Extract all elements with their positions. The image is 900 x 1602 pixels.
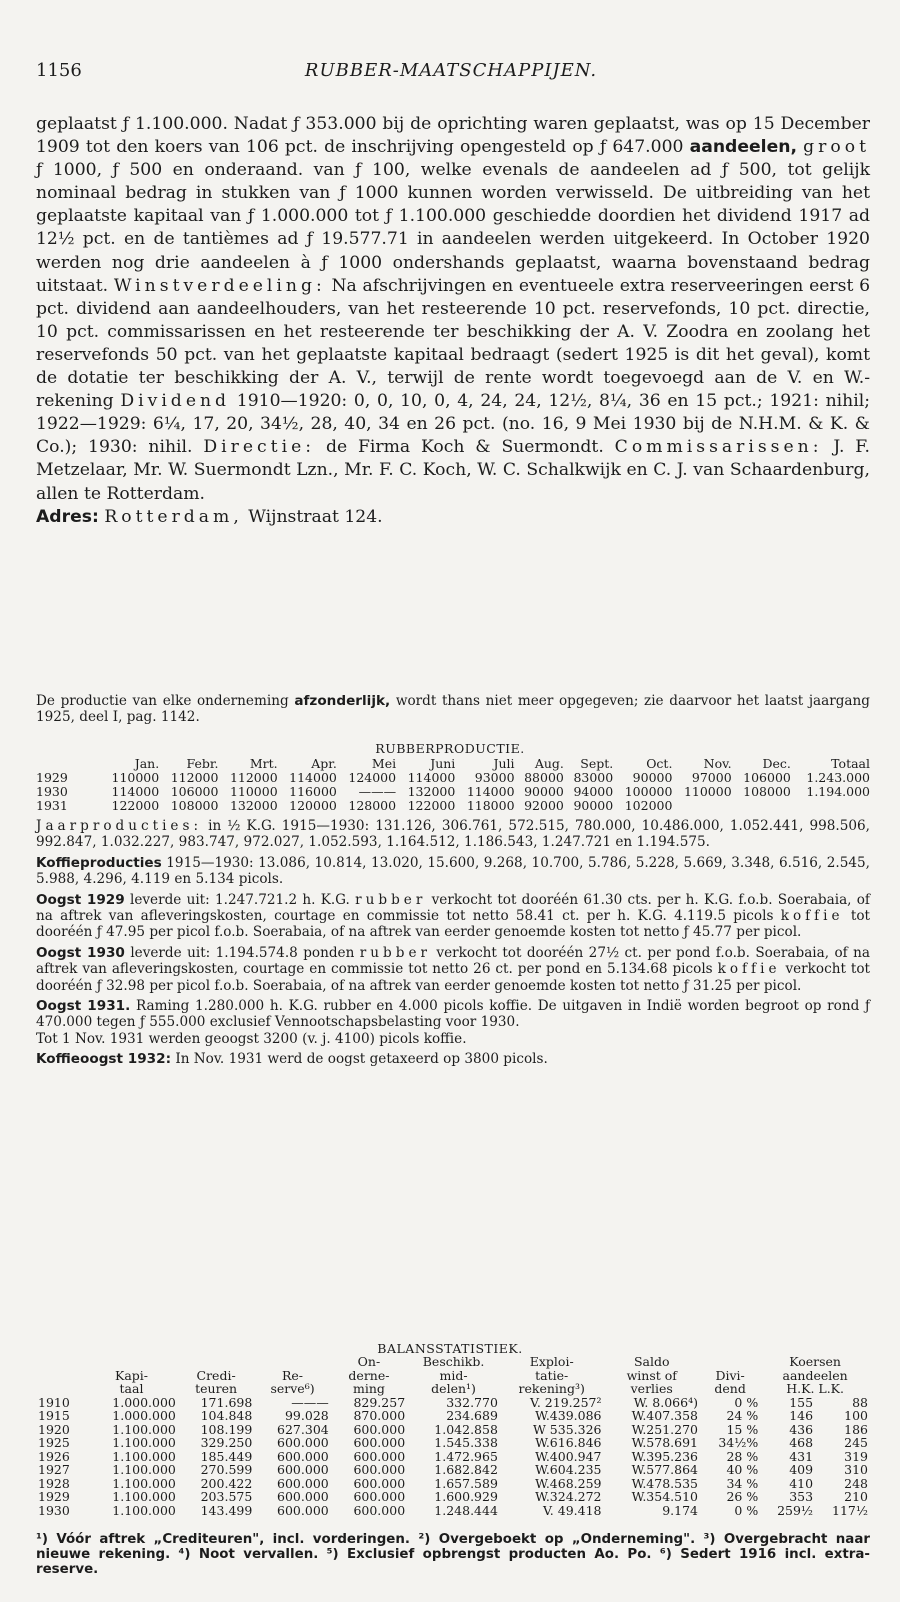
- table-cell: 102000: [624, 798, 673, 813]
- table-cell: 1910: [38, 1394, 70, 1410]
- rubberproductie-title: RUBBERPRODUCTIE.: [375, 741, 525, 756]
- text-segment: leverde uit: 1.247.721.2 h. K.G.: [129, 891, 350, 908]
- text-segment: verkocht tot dooréén 27½ ct. per pond f.o.b. Soerabaia, of na aftrek van afleveringskosten, courtage en commissie tot netto 26 ct. per pond en 5.134.68 picols: [36, 944, 870, 978]
- table-cell: 155: [789, 1394, 814, 1410]
- table-cell: 90000: [524, 784, 564, 799]
- production-paragraphs: [36, 818, 870, 1072]
- table-header-cell: [36, 1355, 85, 1369]
- table-cell: 1929: [36, 770, 68, 785]
- table-cell: Febr.: [186, 756, 219, 771]
- table-cell: 1.600.929: [434, 1489, 498, 1504]
- table-cell: Juni: [430, 756, 456, 771]
- table-cell: W.468.259: [535, 1475, 602, 1491]
- company-description: [36, 113, 870, 529]
- table-cell: 600.000: [277, 1448, 329, 1464]
- table-cell: V. 49.418: [542, 1502, 602, 1518]
- table-cell: [672, 799, 731, 813]
- rubber-word: rubber: [355, 891, 427, 908]
- text-segment: de Firma Koch & Suermondt.: [325, 437, 604, 458]
- table-cell: 203.575: [200, 1489, 253, 1504]
- table-cell: 409: [789, 1462, 814, 1477]
- koffieoogst-1932-paragraph: [36, 1051, 870, 1067]
- table-cell: 600.000: [277, 1435, 329, 1450]
- table-cell: 108.199: [200, 1421, 253, 1437]
- table-header-cell: winst of: [626, 1367, 677, 1383]
- table-cell: W.395.236: [631, 1448, 698, 1464]
- table-header-cell: Kapi-: [115, 1367, 149, 1383]
- text-segment: verkocht tot dooréén ƒ 32.98 per picol f.o.b. Soerabaia, of na aftrek van eerder genoemde kosten tot netto ƒ 31.25 per picol.: [36, 961, 870, 994]
- table-cell: 122000: [407, 798, 456, 813]
- table-cell: 108000: [743, 784, 791, 799]
- table-header-cell: Divi-: [715, 1367, 745, 1383]
- table-cell: 870.000: [353, 1408, 406, 1423]
- table-cell: [36, 757, 100, 771]
- table-row: [36, 1450, 870, 1464]
- table-header-cell: tatie-: [535, 1367, 569, 1383]
- table-cell: 1.100.000: [112, 1462, 176, 1477]
- text-segment: geplaatst ƒ 1.100.000. Nadat ƒ 353.000 bij de oprichting waren geplaatst, was op 15 December 1909 tot den koers van 106 pct. de inschrijving opengesteld op ƒ 647.000: [36, 114, 870, 158]
- page-number: 1156: [36, 60, 82, 81]
- table-cell: V. 219.257²: [530, 1394, 602, 1410]
- table-cell: 468: [789, 1435, 814, 1450]
- text-segment: 1910—1920: 0, 0, 10, 0, 4, 24, 24, 12½, 8¼, 36 en 15 pct.; 1921: nihil; 1922—1929: 6¼, 17, 20, 34½, 28, 40, 34 en 26 pct. (no. 16, 9 Mei 1930 bij de N.H.M. & K. & Co.); 1930: nihil.: [36, 391, 871, 458]
- table-header-cell: ming: [352, 1381, 385, 1396]
- table-cell: 436: [789, 1421, 814, 1437]
- table-cell: W.577.864: [631, 1462, 698, 1477]
- oogst-1929-paragraph: [36, 892, 870, 941]
- table-cell: Mei: [371, 756, 397, 771]
- table-cell: 120000: [289, 798, 337, 813]
- table-cell: 108000: [170, 798, 219, 813]
- table-cell: 26 %: [726, 1489, 759, 1504]
- table-cell: 124000: [348, 770, 397, 785]
- table-cell: 353: [789, 1489, 814, 1504]
- koffie-word: koffie: [717, 961, 781, 978]
- table-cell: Dec.: [762, 756, 791, 771]
- table-cell: 146: [789, 1408, 814, 1423]
- adres-street: Wijnstraat 124.: [248, 506, 383, 527]
- table-cell: 200.422: [200, 1475, 253, 1491]
- footnotes: ¹) Vóór aftrek „Crediteuren", incl. vorderingen. ²) Overgeboekt op „Onderneming". ³) Overgebracht naar nieuwe rekening. ⁴) Noot vervallen. ⁵) Exclusief opbrengst producten Ao. Po. ⁶) Sedert 1916 incl. extra-reserve.: [36, 1532, 870, 1577]
- table-cell: 118000: [466, 798, 515, 813]
- table-cell: [791, 799, 870, 813]
- table-cell: 1915: [38, 1408, 70, 1423]
- table-cell: 97000: [691, 770, 732, 785]
- table-cell: 92000: [524, 798, 564, 813]
- table-cell: 110000: [683, 784, 732, 799]
- table-cell: 114000: [407, 770, 456, 785]
- table-header-cell: delen¹): [431, 1381, 476, 1396]
- balansstatistiek-title: BALANSSTATISTIEK.: [377, 1341, 523, 1356]
- table-cell: 600.000: [277, 1489, 329, 1504]
- table-header-row: [36, 1355, 870, 1369]
- table-cell: 128000: [348, 798, 397, 813]
- table-cell: 93000: [474, 770, 515, 785]
- oogst-1930-label: Oogst 1930: [36, 944, 125, 961]
- table-cell: 600.000: [353, 1475, 406, 1491]
- address-line: [36, 506, 870, 529]
- table-cell: W.478.535: [631, 1475, 698, 1491]
- table-cell: 1.472.965: [434, 1448, 498, 1464]
- table-cell: 1.100.000: [112, 1489, 176, 1504]
- table-cell: Apr.: [311, 756, 337, 771]
- table-cell: Jan.: [134, 756, 160, 771]
- table-cell: W.604.235: [535, 1462, 602, 1477]
- text-segment: tot dooréén ƒ 47.95 per picol f.o.b. Soerabaia, of na aftrek van eerder genoemde kosten tot netto ƒ 45.77 per picol.: [36, 908, 870, 941]
- table-cell: 1.100.000: [112, 1421, 176, 1437]
- table-cell: 112000: [229, 770, 278, 785]
- table-cell: W.439.086: [535, 1408, 602, 1423]
- table-cell: 1.100.000: [112, 1435, 176, 1450]
- text-segment: Tot 1 Nov. 1931 werden geoogst 3200 (v. j. 4100) picols koffie.: [36, 1030, 467, 1047]
- jaarproducties-label: Jaarproducties:: [36, 818, 203, 834]
- table-cell: 1931: [36, 798, 68, 813]
- table-cell: 24 %: [726, 1408, 759, 1423]
- table-cell: Sept.: [580, 756, 614, 771]
- table-cell: 600.000: [353, 1435, 406, 1450]
- note-text: wordt thans niet meer opgegeven; zie daarvoor het laatst jaargang 1925, deel I, pag. 1142.: [36, 693, 870, 726]
- table-cell: 106000: [170, 784, 219, 799]
- table-cell: 114000: [111, 784, 160, 799]
- table-row: [36, 785, 870, 799]
- table-cell: 600.000: [277, 1502, 329, 1518]
- table-cell: 100000: [624, 784, 673, 799]
- page-header: [36, 60, 866, 88]
- table-cell: W. 8.066⁴): [633, 1394, 698, 1410]
- koffieproducties-paragraph: [36, 855, 870, 888]
- adres-label: Adres:: [36, 506, 99, 527]
- table-row: [36, 1477, 870, 1491]
- table-cell: 1930: [36, 784, 68, 799]
- table-row: [36, 1504, 870, 1518]
- table-cell: 319: [844, 1448, 868, 1464]
- oogst-1931-paragraph: [36, 998, 870, 1047]
- adres-city: Rotterdam,: [104, 506, 243, 527]
- table-cell: 1.248.444: [434, 1502, 498, 1518]
- table-cell: Mrt.: [249, 756, 278, 771]
- table-cell: Aug.: [534, 756, 564, 771]
- table-cell: 329.250: [200, 1435, 253, 1450]
- table-cell: 1.042.858: [434, 1421, 498, 1437]
- table-header-cell: serve⁶): [270, 1381, 315, 1396]
- table-header-cell: Beschikb.: [422, 1354, 485, 1369]
- table-row: [36, 1423, 870, 1437]
- table-cell: 627.304: [277, 1421, 329, 1437]
- table-cell: [732, 799, 791, 813]
- table-row: [36, 1490, 870, 1504]
- note-bold: afzonderlijk,: [294, 693, 391, 709]
- table-header-row: [36, 1369, 870, 1383]
- table-cell: 114000: [289, 770, 337, 785]
- table-cell: 431: [789, 1448, 814, 1464]
- table-cell: 110000: [111, 770, 160, 785]
- table-cell: W.354.510: [631, 1489, 698, 1504]
- table-cell: 1.100.000: [112, 1475, 176, 1491]
- table-header-cell: Koersen: [789, 1354, 841, 1369]
- table-header-cell: mid-: [439, 1367, 468, 1383]
- balansstatistiek-table: [36, 1355, 870, 1517]
- table-cell: 1.194.000: [806, 784, 870, 799]
- rubberproductie-table: [36, 757, 870, 813]
- table-header-cell: Re-: [282, 1367, 304, 1383]
- table-header-cell: [85, 1355, 178, 1369]
- groot-label: groot: [803, 137, 870, 158]
- text-segment: 1915—1930: 13.086, 10.814, 13.020, 15.600, 9.268, 10.700, 5.786, 5.228, 5.669, 3.348, 6.516, 2.545, 5.988, 4.296, 4.119 en 5.134 picols.: [36, 854, 870, 888]
- table-cell: 94000: [573, 784, 614, 799]
- table-cell: 171.698: [200, 1394, 253, 1410]
- table-cell: 116000: [289, 784, 337, 799]
- table-header-cell: On-: [357, 1354, 381, 1369]
- table-cell: 410: [789, 1475, 814, 1491]
- table-header-cell: dend: [714, 1381, 746, 1396]
- table-cell: 112000: [170, 770, 219, 785]
- table-cell: 600.000: [353, 1421, 406, 1437]
- table-cell: 234.689: [446, 1408, 498, 1423]
- table-cell: 88000: [524, 770, 564, 785]
- table-cell: 104.848: [200, 1408, 253, 1423]
- table-cell: 245: [844, 1435, 868, 1450]
- table-cell: 185.449: [200, 1448, 253, 1464]
- table-cell: W 535.326: [532, 1421, 602, 1437]
- table-cell: 1.545.338: [434, 1435, 498, 1450]
- table-cell: 310: [844, 1462, 868, 1477]
- text-segment: In Nov. 1931 werd de oogst getaxeerd op 3800 picols.: [175, 1051, 548, 1068]
- table-cell: 1.000.000: [112, 1408, 176, 1423]
- table-cell: 9.174: [662, 1502, 698, 1518]
- table-cell: 1.000.000: [112, 1394, 176, 1410]
- table-header-cell: [36, 1382, 85, 1396]
- table-cell: 88: [852, 1394, 868, 1410]
- table-cell: 143.499: [200, 1502, 253, 1518]
- table-cell: Oct.: [646, 756, 673, 771]
- koffieoogst-1932-label: Koffieoogst 1932:: [36, 1051, 172, 1068]
- table-cell: 1925: [38, 1435, 70, 1450]
- winstverdeeling-label: Winstverdeeling:: [113, 275, 326, 296]
- table-cell: 829.257: [353, 1394, 406, 1410]
- table-cell: 28 %: [726, 1448, 759, 1464]
- table-cell: Nov.: [703, 756, 732, 771]
- table-cell: W.251.270: [631, 1421, 698, 1437]
- table-header-cell: H.K. L.K.: [786, 1381, 844, 1396]
- production-note: [36, 693, 870, 726]
- koffie-word: koffie: [780, 908, 844, 925]
- text-segment: Raming 1.280.000 h. K.G. rubber en 4.000 picols koffie. De uitgaven in Indië worden begroot op rond ƒ 470.000 tegen ƒ 555.000 exclusief Vennootschapsbelasting voor 1930.: [36, 998, 870, 1031]
- table-row: [36, 1409, 870, 1423]
- table-cell: 600.000: [353, 1462, 406, 1477]
- table-cell: 40 %: [726, 1462, 759, 1477]
- table-cell: 186: [844, 1421, 868, 1437]
- oogst-1931-label: Oogst 1931.: [36, 998, 131, 1015]
- text-segment: verkocht tot dooréén 61.30 cts. per h. K.G. f.o.b. Soerabaia, of na aftrek van afleveringskosten, courtage en commissie tot netto 58.41 ct. per h. K.G. 4.119.5 picols: [36, 891, 870, 925]
- table-cell: 1929: [38, 1489, 70, 1504]
- table-cell: 117½: [832, 1502, 868, 1518]
- table-cell: W.400.947: [535, 1448, 602, 1464]
- table-cell: 1930: [38, 1502, 70, 1518]
- table-cell: 99.028: [284, 1408, 329, 1423]
- table-cell: 0 %: [734, 1502, 759, 1518]
- table-header-cell: taal: [119, 1381, 144, 1396]
- table-cell: 34½%: [718, 1435, 759, 1450]
- table-header-cell: [178, 1355, 254, 1369]
- table-cell: 600.000: [353, 1448, 406, 1464]
- directie-label: Directie:: [203, 437, 316, 458]
- table-header-cell: [700, 1355, 760, 1369]
- table-cell: 106000: [743, 770, 791, 785]
- running-title: RUBBER-MAATSCHAPPIJEN.: [304, 60, 598, 81]
- table-header-cell: Credi-: [196, 1367, 236, 1383]
- aandeelen-label: aandeelen,: [689, 137, 797, 158]
- table-cell: 600.000: [353, 1489, 406, 1504]
- table-header-cell: [254, 1355, 330, 1369]
- table-cell: 600.000: [353, 1502, 406, 1518]
- table-cell: 83000: [573, 770, 614, 785]
- table-cell: W.324.272: [535, 1489, 602, 1504]
- oogst-1930-paragraph: [36, 945, 870, 994]
- text-segment: J. F. Metzelaar, Mr. W. Suermondt Lzn., Mr. F. C. Koch, W. C. Schalkwijk en C. J. van Schaardenburg, allen te Rotterdam.: [36, 437, 871, 504]
- table-cell: 210: [844, 1489, 868, 1504]
- table-cell: 100: [844, 1408, 868, 1423]
- table-cell: ———: [358, 784, 397, 799]
- table-cell: 600.000: [277, 1475, 329, 1491]
- table-row: [36, 1463, 870, 1477]
- table-cell: 90000: [632, 770, 673, 785]
- table-cell: 248: [844, 1475, 868, 1491]
- note-text: De productie van elke onderneming: [36, 693, 289, 709]
- commissarissen-label: Commissarissen:: [614, 437, 823, 458]
- table-header-cell: Saldo: [633, 1354, 670, 1369]
- table-cell: ———: [291, 1394, 329, 1410]
- table-header-cell: aandeelen: [782, 1367, 848, 1383]
- table-cell: W.578.691: [631, 1435, 698, 1450]
- dividend-label: Dividend: [120, 391, 231, 412]
- table-header-cell: teuren: [195, 1381, 238, 1396]
- koffieproducties-label: Koffieproducties: [36, 854, 162, 871]
- table-header-row: [36, 1382, 870, 1396]
- table-cell: 110000: [229, 784, 278, 799]
- table-cell: 1.100.000: [112, 1502, 176, 1518]
- table-header-cell: verlies: [630, 1381, 673, 1396]
- table-cell: 600.000: [277, 1462, 329, 1477]
- table-cell: 1.100.000: [112, 1448, 176, 1464]
- table-cell: Totaal: [831, 756, 870, 771]
- rubber-word: rubber: [359, 944, 431, 961]
- table-cell: 270.599: [200, 1462, 253, 1477]
- table-cell: 259½: [777, 1502, 814, 1518]
- table-cell: 132000: [229, 798, 278, 813]
- text-segment: ƒ 1000, ƒ 500 en onderaand. van ƒ 100, welke evenals de aandeelen ad ƒ 500, tot gelijk nominaal bedrag in stukken van ƒ 1000 kunnen worden verwisseld. De uitbreiding van het geplaatste kapitaal van ƒ 1.000.000 tot ƒ 1.100.000 geschiedde doordien het dividend 1917 ad 12½ pct. en de tantièmes ad ƒ 19.577.71 in aandeelen werden uitgekeerd. In October 1920 werden nog drie aandeelen à ƒ 1000 ondershands geplaatst, waarna bovenstaand bedrag uitstaat.: [36, 160, 870, 296]
- table-row: [36, 1396, 870, 1410]
- table-cell: 122000: [111, 798, 160, 813]
- table-header-cell: [36, 1369, 85, 1383]
- table-row: [36, 771, 870, 785]
- table-header-row: [36, 757, 870, 771]
- table-header-cell: rekening³): [518, 1381, 585, 1396]
- table-row: [36, 799, 870, 813]
- table-cell: 1927: [38, 1462, 70, 1477]
- table-cell: 1.243.000: [806, 770, 870, 785]
- table-cell: 1.682.842: [434, 1462, 498, 1477]
- table-cell: W.616.846: [535, 1435, 602, 1450]
- table-header-cell: derne-: [348, 1367, 390, 1383]
- table-cell: Juli: [493, 756, 515, 771]
- table-cell: 90000: [573, 798, 614, 813]
- table-cell: 114000: [466, 784, 515, 799]
- table-cell: 1926: [38, 1448, 70, 1464]
- text-segment: leverde uit: 1.194.574.8 ponden: [130, 944, 355, 961]
- table-row: [36, 1436, 870, 1450]
- text-segment: Na afschrijvingen en eventueele extra reserveeringen eerst 6 pct. dividend aan aandeelhouders, van het resteerende 10 pct. reservefonds, 10 pct. directie, 10 pct. commissarissen en het resteerende ter beschikking der A. V. Zoodra en zoolang het reservefonds 50 pct. van het geplaatste kapitaal bedraagt (sedert 1925 is dit het geval), komt de dotatie ter beschikking der A. V., terwijl de rente wordt toegevoegd aan de V. en W.-rekening: [36, 275, 871, 412]
- table-cell: 1920: [38, 1421, 70, 1437]
- jaarproducties-paragraph: [36, 818, 870, 851]
- table-cell: 332.770: [446, 1394, 498, 1410]
- table-cell: 34 %: [726, 1475, 759, 1491]
- table-header-cell: Exploi-: [529, 1354, 574, 1369]
- table-cell: 1928: [38, 1475, 70, 1491]
- table-cell: 15 %: [726, 1421, 759, 1437]
- text-segment: in ½ K.G. 1915—1930: 131.126, 306.761, 572.515, 780.000, 10.486.000, 1.052.441, 998.506, 992.847, 1.032.227, 983.747, 972.027, 1.052.593, 1.164.512, 1.186.543, 1.247.721 en 1.194.575.: [36, 818, 870, 851]
- description-paragraph: [36, 113, 870, 506]
- table-cell: 1.657.589: [434, 1475, 498, 1491]
- oogst-1929-label: Oogst 1929: [36, 891, 125, 908]
- table-cell: W.407.358: [631, 1408, 698, 1423]
- table-cell: 0 %: [734, 1394, 759, 1410]
- table-cell: 132000: [407, 784, 456, 799]
